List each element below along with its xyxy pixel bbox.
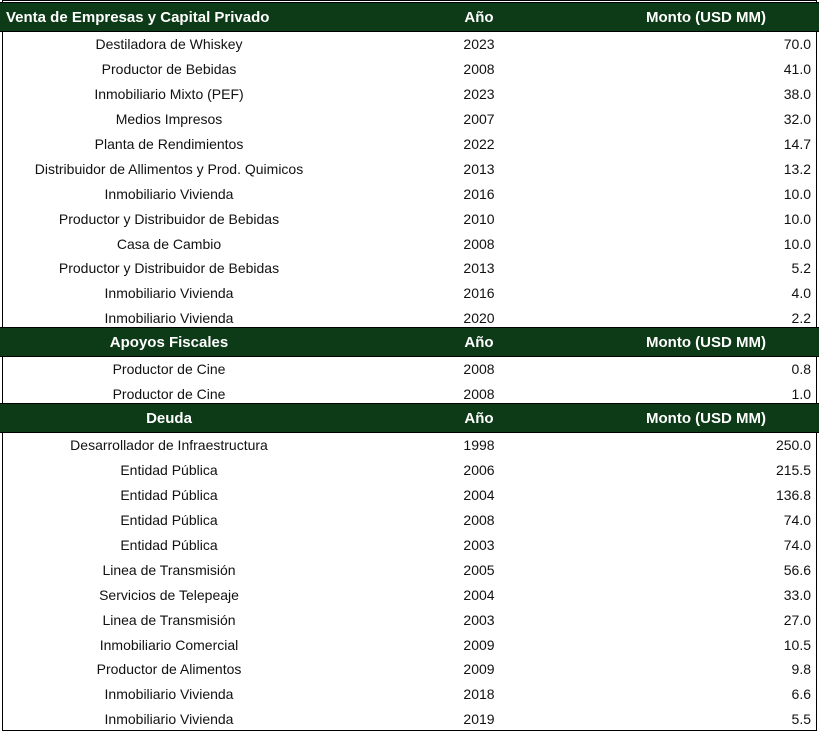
row-name: Entidad Pública: [120, 462, 218, 479]
row-year: 2008: [463, 235, 495, 252]
row-year: 2013: [463, 260, 495, 277]
table-row: [0, 107, 819, 132]
row-name: Linea de Transmisión: [102, 561, 236, 578]
table-row: [0, 181, 819, 206]
header-label: Venta de Empresas y Capital Privado: [6, 8, 270, 26]
section-debt: [0, 403, 819, 732]
table-row: [0, 206, 819, 231]
row-amount: 70.0: [783, 36, 811, 53]
row-year: 2020: [463, 310, 495, 327]
row-name: Casa de Cambio: [116, 235, 222, 252]
table-row: [0, 657, 819, 682]
row-amount: 2.2: [791, 310, 811, 327]
row-amount: 74.0: [783, 512, 811, 529]
table-row: [0, 256, 819, 281]
row-year: 1998: [463, 437, 495, 454]
section-header: [0, 2, 819, 32]
row-name: Inmobiliario Vivienda: [104, 310, 234, 327]
row-name: Planta de Rendimientos: [94, 136, 244, 152]
row-year: 2008: [463, 512, 495, 529]
table-row: [0, 82, 819, 107]
row-amount: 32.0: [783, 111, 811, 128]
row-year: 2022: [463, 136, 495, 152]
row-amount: 5.5: [791, 711, 811, 728]
row-amount: 13.2: [783, 160, 811, 177]
table-row: [0, 281, 819, 306]
table-row: [0, 557, 819, 582]
row-name: Productor y Distribuidor de Bebidas: [58, 210, 280, 227]
row-amount: 4.0: [791, 285, 811, 302]
table-row: [0, 483, 819, 508]
row-amount: 5.2: [791, 260, 811, 277]
table-row: [0, 458, 819, 483]
row-year: 2008: [463, 61, 495, 78]
row-year: 2003: [463, 537, 495, 553]
section-fiscal: [0, 327, 819, 407]
row-name: Inmobiliario Comercial: [99, 636, 239, 653]
table-row: [0, 707, 819, 732]
row-year: 2013: [463, 160, 495, 177]
row-amount: 136.8: [775, 487, 811, 504]
row-year: 2018: [463, 686, 495, 703]
row-name: Entidad Pública: [120, 537, 218, 553]
row-year: 2023: [463, 86, 495, 103]
table-row: [0, 132, 819, 157]
row-amount: 41.0: [783, 61, 811, 78]
table-row: [0, 32, 819, 57]
row-amount: 27.0: [783, 611, 811, 628]
table-row: [0, 508, 819, 533]
row-year: 2010: [463, 210, 495, 227]
row-year: 2023: [463, 36, 495, 53]
row-name: Medios Impresos: [115, 111, 223, 128]
row-amount: 9.8: [791, 661, 811, 678]
header-label: Deuda: [146, 409, 192, 427]
row-year: 2016: [463, 185, 495, 202]
row-name: Inmobiliario Vivienda: [104, 285, 234, 302]
row-amount: 10.5: [783, 636, 811, 653]
row-name: Desarrollador de Infraestructura: [70, 437, 268, 454]
row-name: Productor y Distribuidor de Bebidas: [58, 260, 280, 277]
table-row: [0, 357, 819, 382]
row-amount: 74.0: [783, 537, 811, 553]
row-amount: 56.6: [783, 561, 811, 578]
row-name: Productor de Cine: [112, 361, 226, 378]
row-year: 2004: [463, 487, 495, 504]
row-amount: 33.0: [783, 586, 811, 603]
row-name: Productor de Bebidas: [101, 61, 237, 78]
header-year: Año: [464, 333, 494, 351]
row-name: Productor de Alimentos: [96, 661, 242, 678]
row-amount: 14.7: [783, 136, 811, 152]
row-amount: 10.0: [783, 185, 811, 202]
row-year: 2008: [463, 361, 495, 378]
row-year: 2008: [463, 386, 495, 403]
row-amount: 6.6: [791, 686, 811, 703]
table-row: [0, 231, 819, 256]
row-amount: 38.0: [783, 86, 811, 103]
row-amount: 1.0: [791, 386, 811, 403]
section-header: [0, 403, 819, 433]
table-row: [0, 632, 819, 657]
row-year: 2009: [463, 636, 495, 653]
header-year: Año: [464, 8, 494, 26]
row-year: 2009: [463, 661, 495, 678]
table-row: [0, 156, 819, 181]
row-name: Entidad Pública: [120, 487, 218, 504]
table-row: [0, 607, 819, 632]
row-amount: 10.0: [783, 235, 811, 252]
row-year: 2003: [463, 611, 495, 628]
row-name: Destiladora de Whiskey: [95, 36, 243, 53]
header-amount: Monto (USD MM): [646, 409, 766, 427]
row-name: Inmobiliario Vivienda: [104, 185, 234, 202]
row-name: Productor de Cine: [112, 386, 226, 403]
row-name: Servicios de Telepeaje: [99, 586, 239, 603]
row-name: Entidad Pública: [120, 512, 218, 529]
row-year: 2007: [463, 111, 495, 128]
row-name: Inmobiliario Vivienda: [104, 711, 234, 728]
table-row: [0, 682, 819, 707]
row-amount: 250.0: [775, 437, 811, 454]
row-amount: 0.8: [791, 361, 811, 378]
row-year: 2006: [463, 462, 495, 479]
row-year: 2004: [463, 586, 495, 603]
header-amount: Monto (USD MM): [646, 333, 766, 351]
row-name: Inmobiliario Mixto (PEF): [94, 86, 244, 103]
row-name: Distribuidor de Allimentos y Prod. Quimicos: [34, 160, 304, 177]
row-amount: 10.0: [783, 210, 811, 227]
row-name: Linea de Transmisión: [102, 611, 236, 628]
table-row: [0, 57, 819, 82]
row-amount: 215.5: [775, 462, 811, 479]
row-year: 2019: [463, 711, 495, 728]
header-year: Año: [464, 409, 494, 427]
row-name: Inmobiliario Vivienda: [104, 686, 234, 703]
header-label: Apoyos Fiscales: [109, 333, 229, 351]
row-year: 2016: [463, 285, 495, 302]
section-sale: [0, 2, 819, 331]
header-amount: Monto (USD MM): [646, 8, 766, 26]
table-row: [0, 533, 819, 558]
table-row: [0, 433, 819, 458]
table-row: [0, 582, 819, 607]
row-year: 2005: [463, 561, 495, 578]
section-header: [0, 327, 819, 357]
